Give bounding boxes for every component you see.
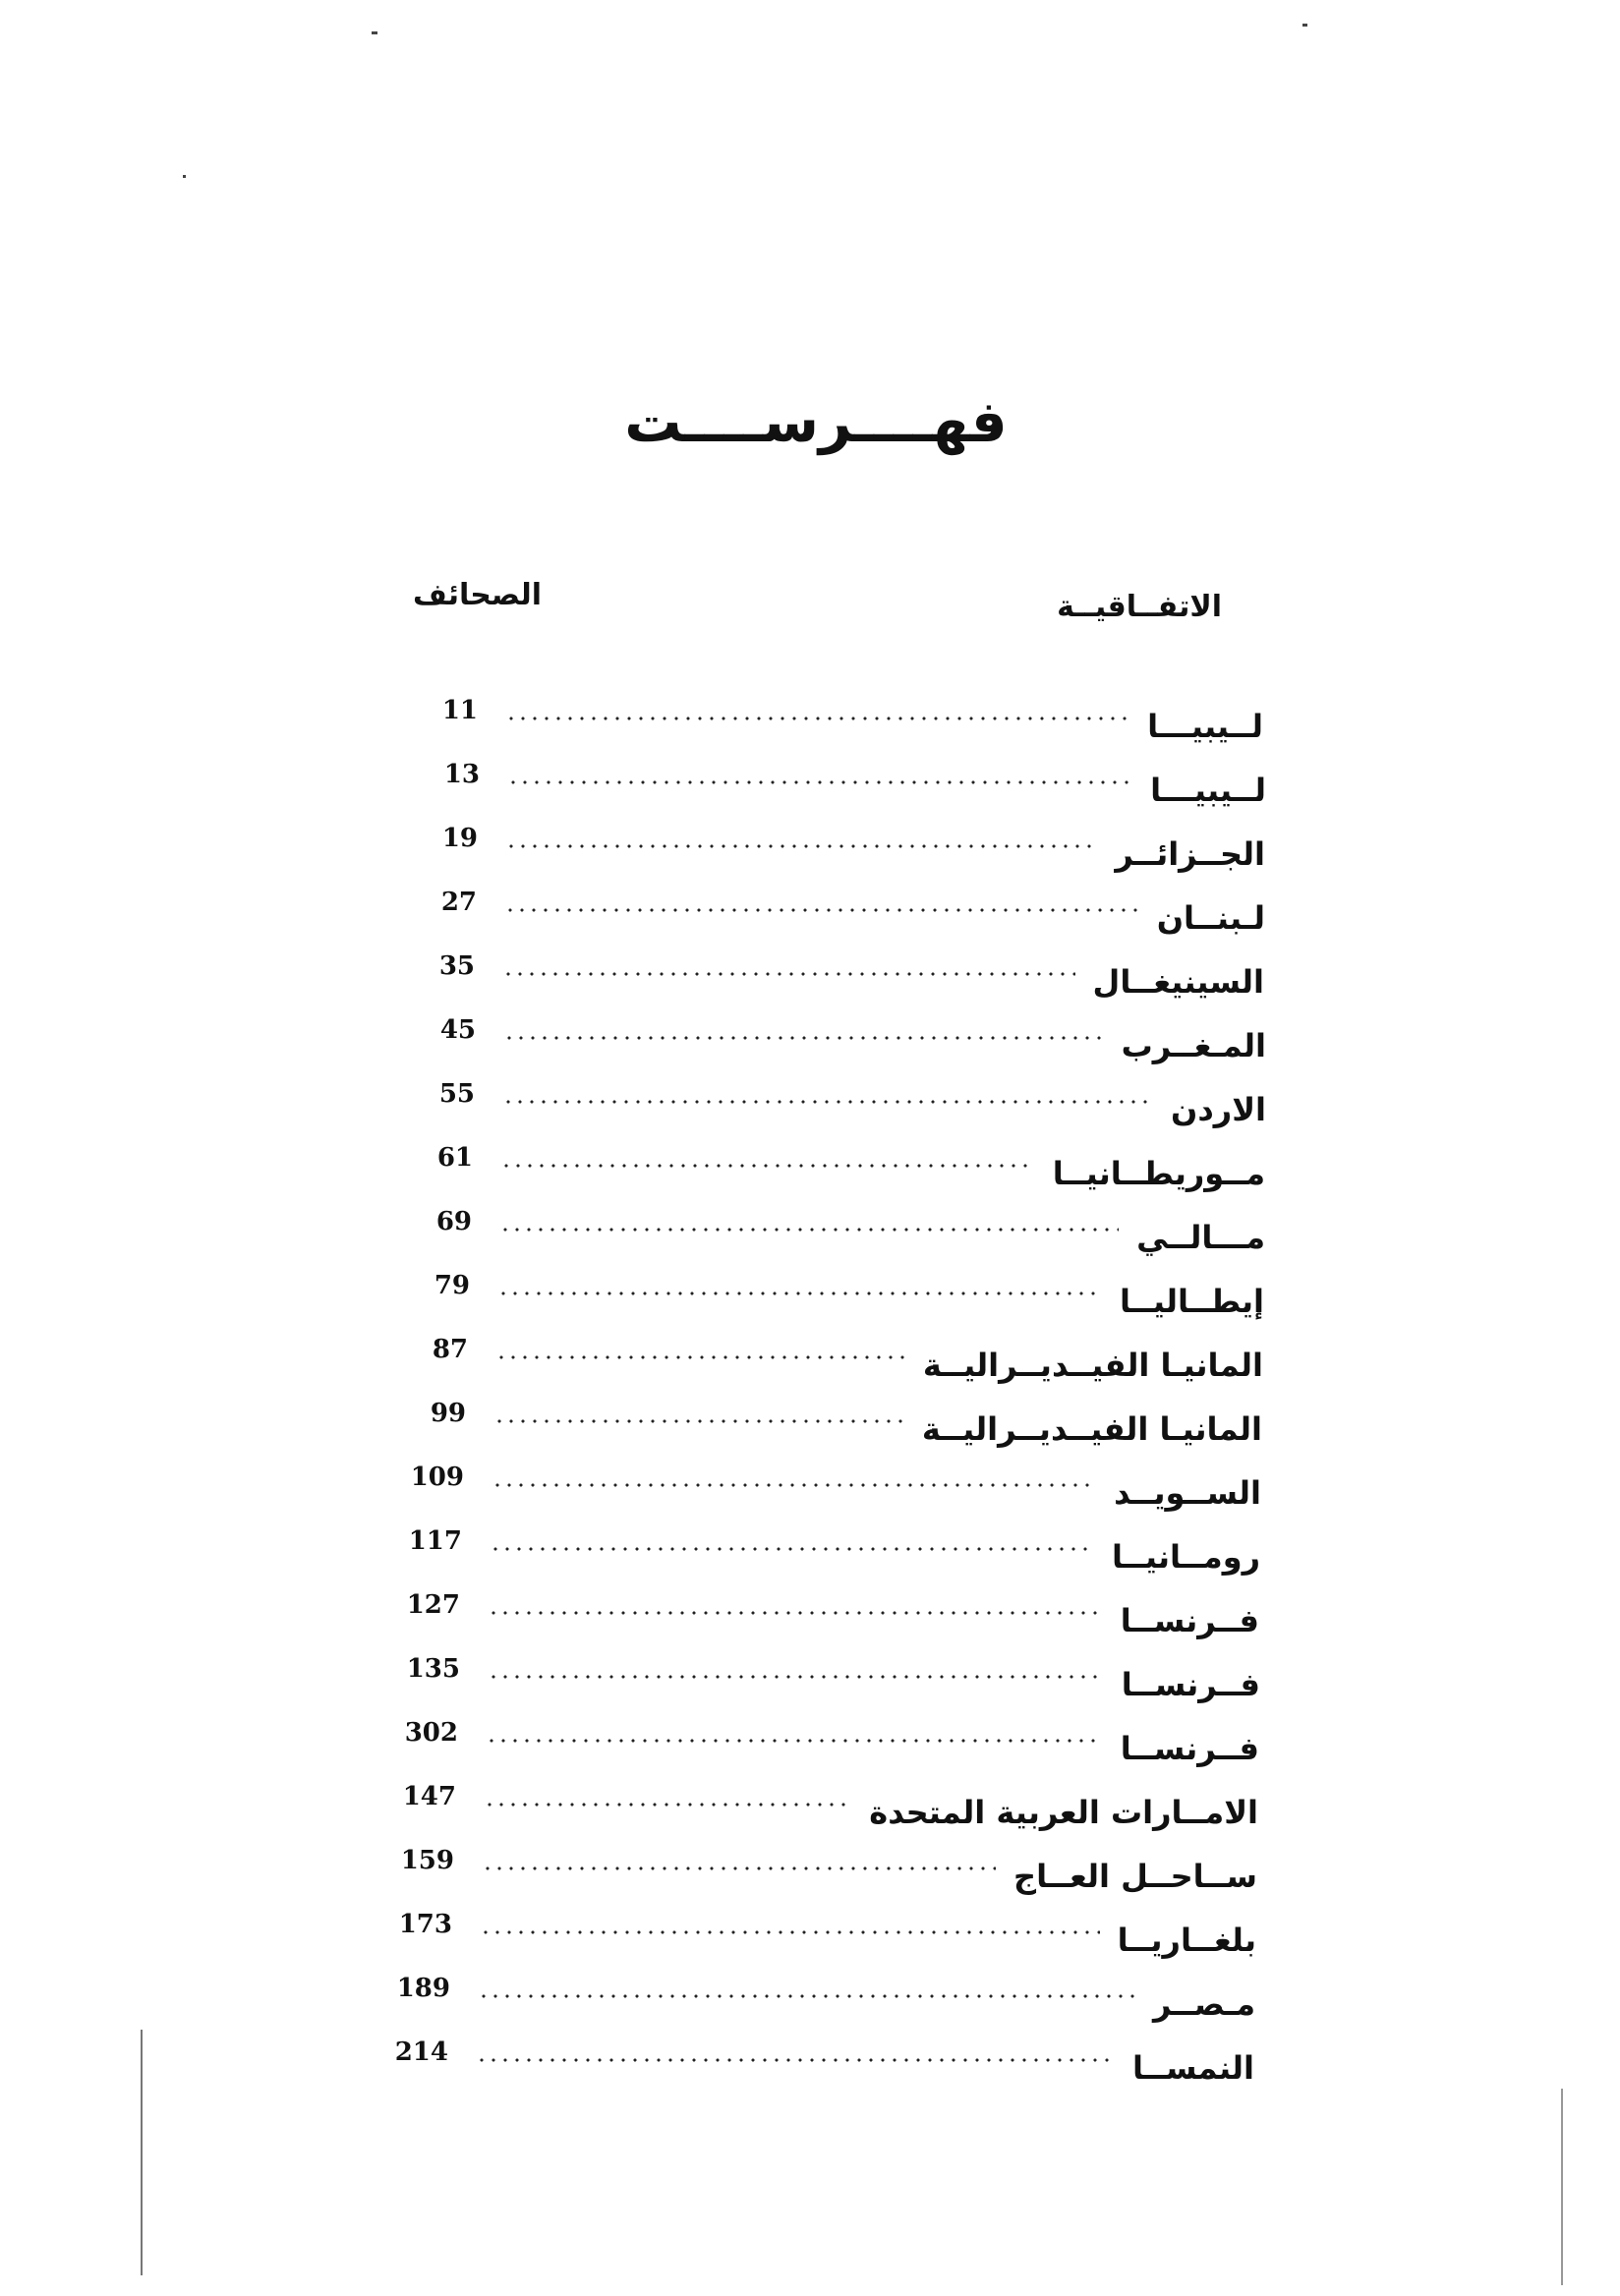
- toc-country-name: لـبنــان: [1156, 898, 1265, 937]
- toc-country-name: الامــارات العربية المتحدة: [869, 1793, 1258, 1831]
- toc-entry: [376, 1391, 1262, 1455]
- toc-entry: [369, 1710, 1259, 1774]
- toc-page-number: 189: [396, 1973, 450, 2003]
- dot-leader: [484, 1803, 851, 1807]
- toc-entry: [390, 752, 1266, 816]
- toc-entry: [367, 1774, 1258, 1838]
- toc-page-number: 127: [406, 1589, 460, 1620]
- toc-entry: [359, 2030, 1254, 2094]
- scan-edge-line: [141, 2030, 143, 2275]
- toc-entry: [375, 1455, 1261, 1519]
- dot-leader: [497, 1292, 1102, 1295]
- toc-entry: [386, 1007, 1266, 1071]
- dot-leader: [503, 1036, 1104, 1040]
- toc-country-name: مـــالــي: [1136, 1218, 1265, 1256]
- toc-page-number: 79: [434, 1270, 470, 1300]
- toc-page-number: 109: [410, 1462, 464, 1492]
- toc-page-number: 147: [402, 1781, 456, 1811]
- toc-country-name: بلغــاريــا: [1117, 1921, 1256, 1959]
- dot-leader: [490, 1547, 1094, 1551]
- toc-page-number: 87: [432, 1334, 468, 1364]
- toc-entry: [361, 1966, 1255, 2030]
- dot-leader: [482, 1866, 996, 1870]
- toc-country-name: لــيبيـــا: [1147, 707, 1263, 745]
- dot-leader: [502, 972, 1075, 976]
- toc-entry: [371, 1646, 1260, 1710]
- dot-leader: [492, 1483, 1096, 1487]
- toc-country-name: فــرنســا: [1120, 1601, 1259, 1639]
- toc-country-name: لــيبيـــا: [1150, 771, 1266, 809]
- toc-page-number: 45: [439, 1014, 476, 1045]
- toc-page-number: 35: [438, 950, 475, 981]
- toc-entry: [383, 1135, 1265, 1199]
- toc-country-name: مــوريطــانيــا: [1052, 1154, 1265, 1192]
- dot-leader: [499, 1228, 1119, 1232]
- toc-page-number: 55: [438, 1078, 475, 1109]
- dot-leader: [495, 1355, 905, 1359]
- dot-leader: [480, 1930, 1100, 1934]
- toc-entry: [385, 944, 1264, 1007]
- toc-page-number: 302: [404, 1717, 458, 1748]
- toc-page-number: 214: [394, 2037, 448, 2067]
- toc-page-number: 19: [441, 823, 478, 853]
- dot-leader: [507, 780, 1132, 784]
- toc-page-number: 135: [406, 1653, 460, 1684]
- toc-country-name: السينيغــال: [1092, 962, 1264, 1001]
- toc-entry: [365, 1838, 1257, 1902]
- table-of-contents: [388, 688, 1283, 2094]
- scan-speck: [183, 175, 186, 178]
- page-title: فهــــرســــت: [624, 388, 1008, 455]
- toc-page-number: 159: [400, 1845, 454, 1875]
- toc-country-name: فــرنســا: [1121, 1665, 1260, 1703]
- toc-country-name: المانيـا الفيــديــراليــة: [921, 1409, 1262, 1448]
- toc-country-name: رومــانيــا: [1112, 1537, 1260, 1576]
- dot-leader: [505, 844, 1097, 848]
- toc-page-number: 11: [441, 695, 478, 725]
- toc-entry: [385, 1071, 1266, 1135]
- toc-page-number: 69: [435, 1206, 472, 1236]
- dot-leader: [476, 2058, 1115, 2062]
- toc-country-name: الجــزائــر: [1115, 834, 1265, 873]
- toc-page-number: 99: [430, 1398, 466, 1428]
- dot-leader: [493, 1419, 904, 1423]
- toc-country-name: المانيـا الفيــديــراليــة: [922, 1346, 1263, 1384]
- dot-leader: [504, 908, 1139, 912]
- toc-entry: [388, 688, 1263, 752]
- dot-leader: [488, 1675, 1104, 1679]
- toc-entry: [387, 880, 1265, 944]
- toc-entry: [380, 1263, 1264, 1327]
- toc-entry: [388, 816, 1265, 880]
- toc-page-number: 13: [443, 759, 480, 789]
- toc-country-name: الاردن: [1171, 1090, 1266, 1128]
- toc-page-number: 27: [440, 887, 477, 917]
- toc-country-name: ســاحــل العــاج: [1013, 1857, 1257, 1895]
- toc-country-name: النمســا: [1132, 2048, 1254, 2087]
- toc-page-number: 117: [408, 1525, 462, 1556]
- scan-speck: [372, 31, 377, 34]
- toc-country-name: المـغــرب: [1121, 1026, 1266, 1064]
- scan-speck: [1302, 24, 1307, 27]
- toc-entry: [382, 1199, 1265, 1263]
- toc-entry: [373, 1519, 1260, 1582]
- dot-leader: [500, 1164, 1035, 1168]
- pages-column-header: الصحائف: [413, 578, 542, 612]
- toc-country-name: الســويــد: [1114, 1473, 1261, 1512]
- agreement-column-header: الاتفــاقيــة: [1057, 590, 1222, 624]
- dot-leader: [505, 717, 1129, 720]
- toc-country-name: مـصــر: [1152, 1984, 1255, 2023]
- toc-entry: [378, 1327, 1263, 1391]
- dot-leader: [502, 1100, 1153, 1104]
- toc-country-name: إيطــاليــا: [1119, 1282, 1264, 1320]
- dot-leader: [486, 1739, 1103, 1743]
- dot-leader: [488, 1611, 1103, 1615]
- toc-entry: [363, 1902, 1256, 1966]
- toc-country-name: فــرنســا: [1120, 1729, 1259, 1767]
- toc-entry: [371, 1582, 1259, 1646]
- toc-page-number: 173: [398, 1909, 452, 1939]
- toc-page-number: 61: [436, 1142, 473, 1173]
- scan-edge-line: [1561, 2089, 1563, 2285]
- dot-leader: [478, 1994, 1135, 1998]
